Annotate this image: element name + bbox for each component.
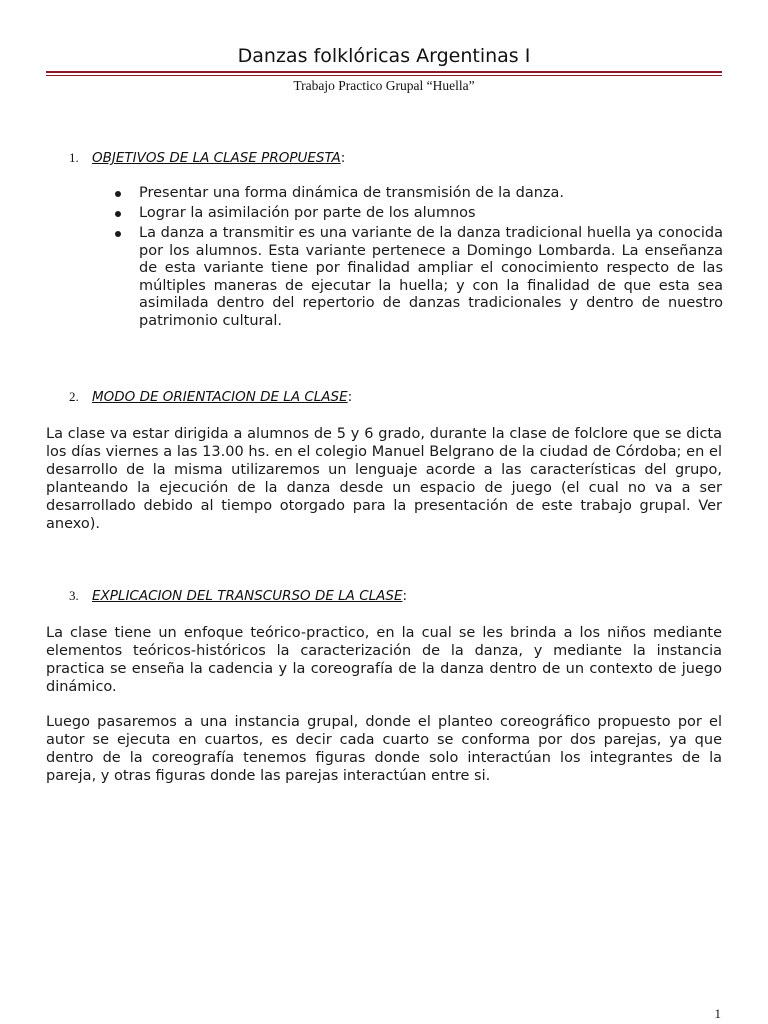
section-heading-suffix: : (347, 389, 353, 405)
list-item-text: Lograr la asimilación por parte de los alumnos (139, 205, 476, 221)
section-2-paragraph: La clase va estar dirigida a alumnos de 5 y 6 grado, durante la clase de folclore que se dicta los días viernes a las 13.00 hs. en el colegio Manuel Belgrano de la ciudad de Córdoba; en el desarrollo de la misma utilizaremos un lenguaje acorde a las características del grupo, planteando la ejecución de la danza desde un espacio de juego (el cual no va a ser desarrollado debido al tiempo otorgado para la presentación de este trabajo grupal. Ver anexo). (46, 426, 722, 532)
section-number: 2. (69, 389, 79, 404)
header-rule-thick (46, 71, 722, 73)
section-1-heading (69, 150, 345, 166)
section-heading-text: MODO DE ORIENTACION DE LA CLASE (92, 389, 348, 405)
section-heading-text: OBJETIVOS DE LA CLASE PROPUESTA (92, 150, 341, 166)
section-3-paragraph-1: La clase tiene un enfoque teórico-practico, en la cual se les brinda a los niños mediante elementos teóricos-históricos la caracterización de la danza, y mediante la instancia practica se enseña la cadencia y la coreografía de la danza dentro de un contexto de juego dinámico. (46, 625, 722, 695)
bullet-icon (115, 231, 121, 237)
list-item (112, 225, 723, 330)
section-heading-suffix: : (340, 150, 346, 166)
page-number: 1 (714, 1006, 721, 1021)
list-item-text: Presentar una forma dinámica de transmisión de la danza. (139, 185, 565, 201)
section-number: 3. (69, 588, 79, 603)
document-title: Danzas folklóricas Argentinas I (237, 45, 531, 67)
section-heading-text: EXPLICACION DEL TRANSCURSO DE LA CLASE (92, 588, 403, 604)
bullet-icon (115, 191, 121, 197)
section-2-heading (69, 389, 352, 405)
section-heading-suffix: : (402, 588, 408, 604)
document-subtitle: Trabajo Practico Grupal “Huella” (293, 78, 475, 93)
bullet-icon (115, 211, 121, 217)
list-item (112, 205, 723, 223)
section-3-heading (69, 588, 407, 604)
section-number: 1. (69, 150, 79, 165)
header-rule-thin (46, 75, 722, 76)
list-item-text: La danza a transmitir es una variante de la danza tradicional huella ya conocida por los alumnos. Esta variante pertenece a Domingo Lombarda. La enseñanza de esta variante tiene por finalidad ampliar el conocimiento respecto de las múltiples maneras de ejecutar la huella; y con la finalidad de que esta sea asimilada dentro del repertorio de danzas tradicionales y dentro de nuestro patrimonio cultural. (139, 225, 723, 329)
objectives-list (112, 185, 723, 333)
list-item (112, 185, 723, 203)
section-3-paragraph-2: Luego pasaremos a una instancia grupal, donde el planteo coreográfico propuesto por el autor se ejecuta en cuartos, es decir cada cuarto se conforma por dos parejas, ya que dentro de la coreografía tenemos figuras donde solo interactúan los integrantes de la pareja, y otras figuras donde las parejas interactúan entre si. (46, 714, 722, 784)
